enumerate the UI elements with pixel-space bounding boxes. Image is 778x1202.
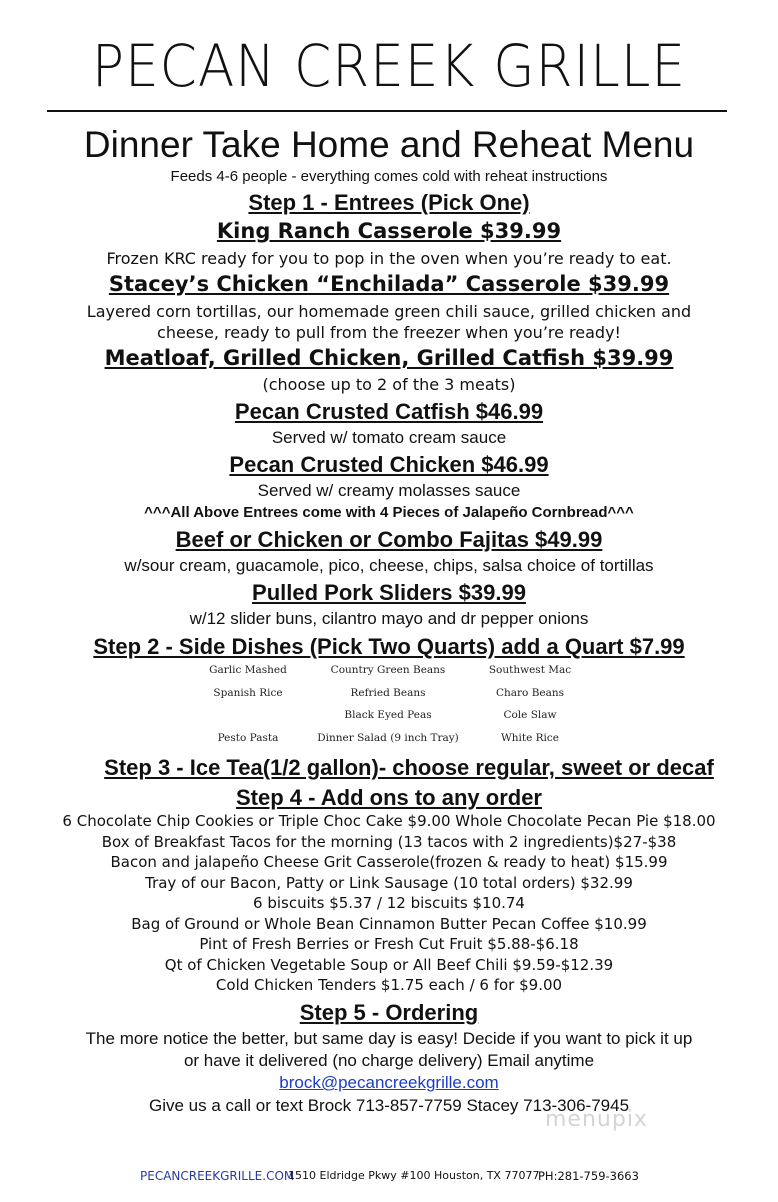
brand-logo: PECAN CREEK GRILLE [91, 32, 687, 100]
entree-name: Meatloaf, Grilled Chicken, Grilled Catfish $39.99 [104, 346, 674, 370]
entree-name: Pulled Pork Sliders $39.99 [252, 580, 526, 605]
side-dish: Pesto Pasta [217, 732, 279, 744]
entree-desc: (choose up to 2 of the 3 meats) [262, 375, 516, 394]
footer-website-link[interactable]: PECANCREEKGRILLE.COM [140, 1169, 295, 1183]
side-dish: Southwest Mac [488, 664, 572, 676]
side-dish: Refried Beans [350, 687, 426, 699]
entree-name: King Ranch Casserole $39.99 [216, 219, 562, 243]
addon-item: 6 Chocolate Chip Cookies or Triple Choc Cake $9.00 Whole Chocolate Pecan Pie $18.00 [62, 812, 716, 830]
entree-desc: Frozen KRC ready for you to pop in the oven when you’re ready to eat. [106, 249, 672, 268]
entree-desc: cheese, ready to pull from the freezer when you’re ready! [157, 323, 621, 342]
footer-address: 1510 Eldridge Pkwy #100 Houston, TX 77077 [288, 1169, 540, 1182]
side-dish: Garlic Mashed [209, 664, 287, 676]
addon-item: Bag of Ground or Whole Bean Cinnamon Butter Pecan Coffee $10.99 [131, 915, 647, 933]
ordering-text: or have it delivered (no charge delivery) Email anytime [183, 1051, 595, 1070]
side-dish: Cole Slaw [503, 709, 557, 721]
watermark: menupix [545, 1107, 648, 1132]
addon-item: 6 biscuits $5.37 / 12 biscuits $10.74 [253, 894, 525, 912]
addon-item: Bacon and jalapeño Cheese Grit Casserole(frozen & ready to heat) $15.99 [110, 853, 668, 871]
addon-item: Tray of our Bacon, Patty or Link Sausage (10 total orders) $32.99 [145, 874, 633, 892]
side-dish: Spanish Rice [213, 687, 283, 699]
step1-heading: Step 1 - Entrees (Pick One) [248, 190, 530, 215]
entree-desc: Served w/ creamy molasses sauce [257, 481, 521, 500]
entree-desc: Layered corn tortillas, our homemade green chili sauce, grilled chicken and [86, 302, 692, 321]
step2-heading: Step 2 - Side Dishes (Pick Two Quarts) add a Quart $7.99 [93, 634, 685, 659]
entree-desc: w/sour cream, guacamole, pico, cheese, chips, salsa choice of tortillas [124, 556, 654, 575]
side-dish: White Rice [500, 732, 560, 744]
email-link[interactable]: brock@pecancreekgrille.com [279, 1073, 499, 1092]
step3-heading: Step 3 - Ice Tea(1/2 gallon)- choose regular, sweet or decaf [104, 755, 714, 780]
side-dish: Dinner Salad (9 inch Tray) [317, 732, 459, 744]
footer-phone: PH:281-759-3663 [538, 1169, 639, 1183]
step5-heading: Step 5 - Ordering [299, 1000, 479, 1025]
addon-item: Box of Breakfast Tacos for the morning (13 tacos with 2 ingredients)$27-$38 [101, 833, 677, 851]
header-rule [47, 110, 727, 112]
side-dish: Country Green Beans [330, 664, 446, 676]
entree-name: Pecan Crusted Chicken $46.99 [229, 452, 549, 477]
addon-item: Pint of Fresh Berries or Fresh Cut Fruit $5.88-$6.18 [199, 935, 579, 953]
ordering-text: The more notice the better, but same day is easy! Decide if you want to pick it up [85, 1029, 693, 1048]
menu-subtitle: Feeds 4-6 people - everything comes cold with reheat instructions [170, 168, 608, 185]
entree-name: Stacey’s Chicken “Enchilada” Casserole $39.99 [108, 272, 670, 296]
entree-desc: Served w/ tomato cream sauce [271, 428, 507, 447]
ordering-phone-text: Give us a call or text Brock 713-857-7759 Stacey 713-306-7945 [148, 1096, 630, 1115]
side-dish: Black Eyed Peas [344, 709, 432, 721]
addon-item: Qt of Chicken Vegetable Soup or All Beef Chili $9.59-$12.39 [164, 956, 614, 974]
entree-desc: w/12 slider buns, cilantro mayo and dr pepper onions [189, 609, 589, 628]
cornbread-note: ^^^All Above Entrees come with 4 Pieces of Jalapeño Cornbread^^^ [144, 504, 634, 521]
step4-heading: Step 4 - Add ons to any order [236, 785, 542, 810]
side-dish: Charo Beans [495, 687, 565, 699]
menu-title: Dinner Take Home and Reheat Menu [83, 124, 695, 165]
addon-item: Cold Chicken Tenders $1.75 each / 6 for $9.00 [215, 976, 563, 994]
entree-name: Pecan Crusted Catfish $46.99 [234, 399, 544, 424]
entree-name: Beef or Chicken or Combo Fajitas $49.99 [175, 527, 603, 552]
ordering-email-line [0, 1073, 778, 1093]
